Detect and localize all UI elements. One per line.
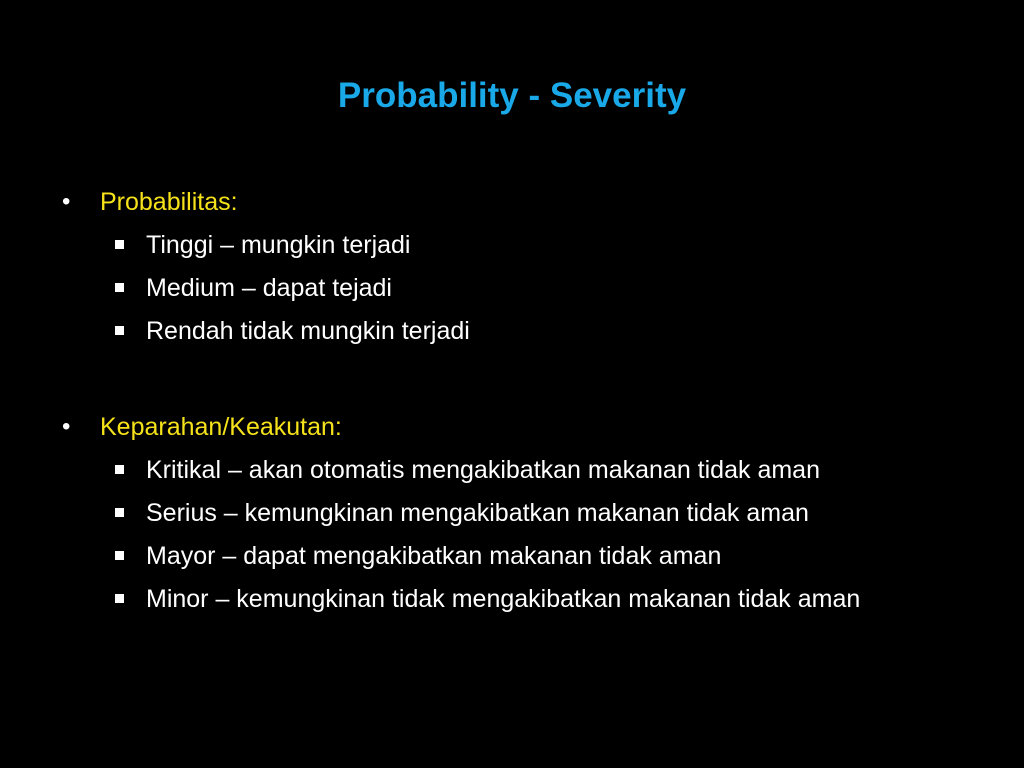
square-bullet-icon (115, 594, 124, 603)
square-bullet-icon (115, 465, 124, 474)
section-heading: Keparahan/Keakutan: (100, 413, 342, 441)
list-item-text: Serius – kemungkinan mengakibatkan makanan tidak aman (146, 499, 809, 527)
section-probabilitas (62, 184, 962, 358)
section-heading-row (62, 409, 962, 445)
list-item-text: Minor – kemungkinan tidak mengakibatkan makanan tidak aman (146, 585, 861, 613)
slide-title: Probability - Severity (337, 76, 687, 115)
bullet-icon: • (62, 188, 71, 215)
bullet-icon: • (62, 413, 71, 440)
list-item-text: Rendah tidak mungkin terjadi (146, 317, 470, 345)
section-heading-row (62, 184, 962, 220)
list-item (62, 540, 886, 573)
section-heading: Probabilitas: (100, 188, 238, 216)
square-bullet-icon (115, 551, 124, 560)
list-item (62, 315, 886, 348)
square-bullet-icon (115, 283, 124, 292)
list-item (62, 454, 886, 487)
keparahan-list (62, 454, 962, 616)
list-item-text: Kritikal – akan otomatis mengakibatkan makanan tidak aman (146, 456, 820, 484)
list-item-text: Medium – dapat tejadi (146, 274, 392, 302)
square-bullet-icon (115, 508, 124, 517)
list-item (62, 229, 886, 262)
list-item-text: Mayor – dapat mengakibatkan makanan tidak aman (146, 542, 722, 570)
section-keparahan (62, 409, 962, 626)
probabilitas-list (62, 229, 962, 348)
square-bullet-icon (115, 326, 124, 335)
list-item (62, 583, 886, 616)
list-item-text: Tinggi – mungkin terjadi (146, 231, 411, 259)
list-item (62, 272, 886, 305)
square-bullet-icon (115, 240, 124, 249)
list-item (62, 497, 886, 530)
